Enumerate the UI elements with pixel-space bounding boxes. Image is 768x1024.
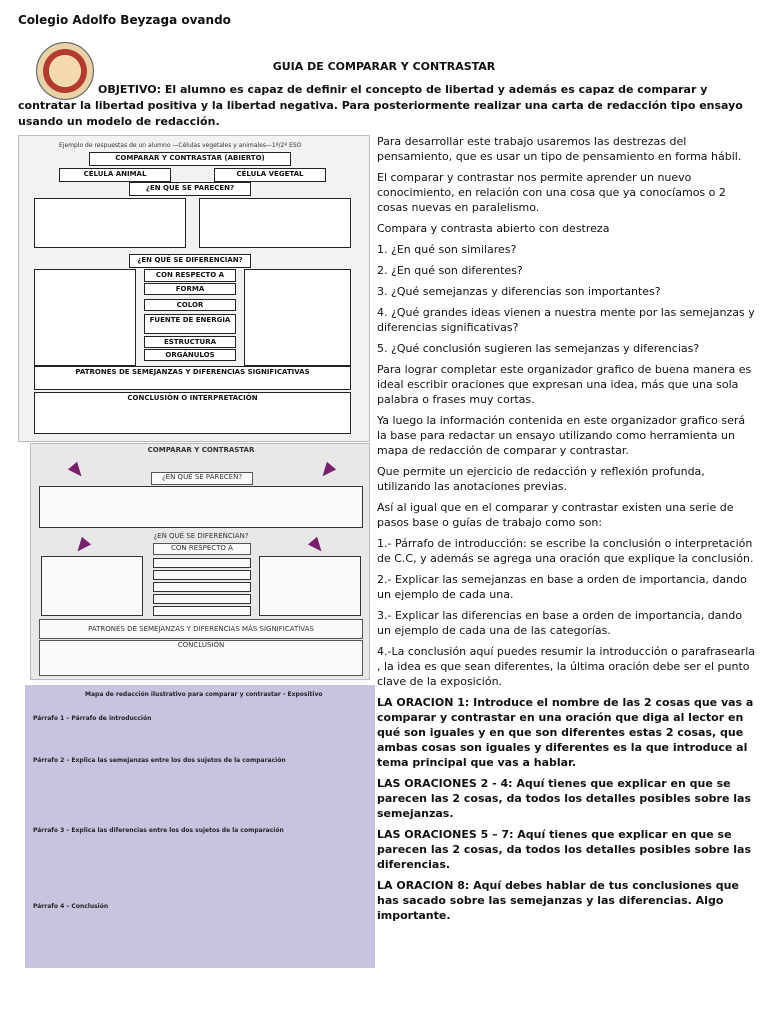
figure1-similar: ¿EN QUÉ SE PARECEN? (129, 182, 251, 196)
question: 1. ¿En qué son similares? (377, 243, 517, 256)
figure2-category-row (153, 582, 251, 592)
figure1-caption: Ejemplo de respuestas de un alumno —Células vegetales y animales—1º/2º ESO (59, 142, 302, 149)
figure2-conclusion: CONCLUSIÓN (39, 640, 363, 676)
arrow-icon (308, 537, 326, 555)
paragraph: Así al igual que en el comparar y contrastar existen una serie de pasos base o guías de trabajo como son: (377, 501, 734, 529)
figure1-similar-right-box (199, 198, 351, 248)
figure1-patterns: PATRONES DE SEMEJANZAS Y DIFERENCIAS SIGNIFICATIVAS (34, 366, 351, 390)
example-organizer-image (18, 135, 370, 442)
body-text (377, 134, 757, 929)
question: 2. ¿En qué son diferentes? (377, 264, 523, 277)
figure3-paragraph-1: Párrafo 1 – Párrafo de introducción (33, 715, 152, 722)
figure1-diff-right-box (244, 269, 351, 366)
blank-organizer-image (30, 443, 370, 680)
figure3-title: Mapa de redacción ilustrativo para comparar y contrastar - Expositivo (85, 691, 323, 698)
figure1-category-2: COLOR (144, 299, 236, 311)
figure3-paragraph-3: Párrafo 3 – Explica las diferencias entre los dos sujetos de la comparación (33, 827, 284, 834)
step: 4.-La conclusión aquí puedes resumir la introducción o parafrasearla , la idea es que sean diferentes, la última oración debe ser el punto clave de la exposición. (377, 645, 755, 688)
figure3-paragraph-4: Párrafo 4 – Conclusión (33, 903, 109, 910)
objective: OBJETIVO: El alumno es capaz de definir el concepto de libertad y además es capaz de comparar y contratar la libertad positiva y la libertad negativa. Para posteriormente realizar una carta de redacción tipo ensayo usando un modelo de redacción. (18, 83, 743, 128)
figure2-diff-right-box (259, 556, 361, 616)
arrow-icon (68, 462, 86, 480)
step: 3.- Explicar las diferencias en base a orden de importancia, dando un ejemplo de cada una de las categorías. (377, 609, 743, 637)
paragraph: Para lograr completar este organizador grafico de buena manera es ideal escribir oraciones que expresan una idea, más que una sola palabra o frases muy cortas. (377, 363, 752, 406)
figure1-category-5: ORGÁNULOS (144, 349, 236, 361)
figure1-title: COMPARAR Y CONTRASTAR (ABIERTO) (89, 152, 291, 166)
figure2-title: COMPARAR Y CONTRASTAR (147, 446, 255, 454)
paragraph: El comparar y contrastar nos permite aprender un nuevo conocimiento, en relación con una cosa que ya conocíamos o 2 cosas nuevas en paralelismo. (377, 171, 726, 214)
arrow-icon (318, 462, 336, 480)
sentence-guide: LAS ORACIONES 2 - 4: Aquí tienes que explicar en que se parecen las 2 cosas, da todos los detalles posibles sobre las semejanzas. (377, 777, 751, 820)
figure2-similar: ¿EN QUÉ SE PARECEN? (151, 472, 253, 485)
step: 1.- Párrafo de introducción: se escribe la conclusión o interpretación de C.C, y además se agrega una oración que explique la conclusión. (377, 537, 754, 565)
figure1-right-label: CÉLULA VEGETAL (214, 168, 326, 182)
writing-map-image (25, 685, 375, 968)
arrow-icon (73, 537, 91, 555)
question: 5. ¿Qué conclusión sugieren las semejanzas y diferencias? (377, 342, 700, 355)
figure2-similar-box (39, 486, 363, 528)
figure1-respect: CON RESPECTO A (144, 269, 236, 282)
figure2-category-row (153, 558, 251, 568)
figure2-category-row (153, 594, 251, 604)
sentence-guide: LA ORACION 8: Aquí debes hablar de tus conclusiones que has sacado sobre las semejanzas y las diferencias. Algo importante. (377, 879, 739, 922)
sentence-guide: LAS ORACIONES 5 – 7: Aquí tienes que explicar en que se parecen las 2 cosas, da todos los detalles posibles sobre las diferencias. (377, 828, 751, 871)
figure2-respect: CON RESPECTO A (153, 543, 251, 555)
paragraph: Ya luego la información contenida en este organizador grafico será la base para redactar un ensayo utilizando como herramienta un mapa de redacción de comparar y contrastar. (377, 414, 746, 457)
figure2-patterns: PATRONES DE SEMEJANZAS Y DIFERENCIAS MÁS SIGNIFICATIVAS (39, 619, 363, 639)
figure2-category-row (153, 570, 251, 580)
sentence-guide: LA ORACION 1: Introduce el nombre de las 2 cosas que vas a comparar y contrastar en una oración que diga al lector en qué son iguales y en que son diferentes estas 2 cosas, que ambas cosas son iguales y diferentes es la que introduce al tema principal que vas a hablar. (377, 696, 754, 769)
doc-title: GUIA DE COMPARAR Y CONTRASTAR (272, 60, 496, 73)
question: 3. ¿Qué semejanzas y diferencias son importantes? (377, 285, 661, 298)
figure1-different: ¿EN QUÉ SE DIFERENCIAN? (129, 254, 251, 268)
question: 4. ¿Qué grandes ideas vienen a nuestra mente por las semejanzas y diferencias significativas? (377, 306, 755, 334)
figure3-paragraph-2: Párrafo 2 – Explica las semejanzas entre los dos sujetos de la comparación (33, 757, 286, 764)
figure1-diff-left-box (34, 269, 136, 366)
paragraph: Que permite un ejercicio de redacción y reflexión profunda, utilizando las anotaciones previas. (377, 465, 705, 493)
paragraph: Para desarrollar este trabajo usaremos las destrezas del pensamiento, que es usar un tipo de pensamiento en forma hábil. (377, 135, 742, 163)
school-name: Colegio Adolfo Beyzaga ovando (18, 13, 231, 27)
figure2-different: ¿EN QUÉ SE DIFERENCIAN? (153, 532, 249, 540)
figure1-similar-left-box (34, 198, 186, 248)
figure1-category-3: FUENTE DE ENERGÍA (144, 314, 236, 334)
paragraph: Compara y contrasta abierto con destreza (377, 222, 610, 235)
figure1-category-4: ESTRUCTURA (144, 336, 236, 348)
figure2-category-row (153, 606, 251, 616)
figure1-left-label: CÉLULA ANIMAL (59, 168, 171, 182)
figure2-diff-left-box (41, 556, 143, 616)
step: 2.- Explicar las semejanzas en base a orden de importancia, dando un ejemplo de cada una. (377, 573, 747, 601)
figure1-category-1: FORMA (144, 283, 236, 295)
figure1-conclusion: CONCLUSIÓN O INTERPRETACIÓN (34, 392, 351, 434)
